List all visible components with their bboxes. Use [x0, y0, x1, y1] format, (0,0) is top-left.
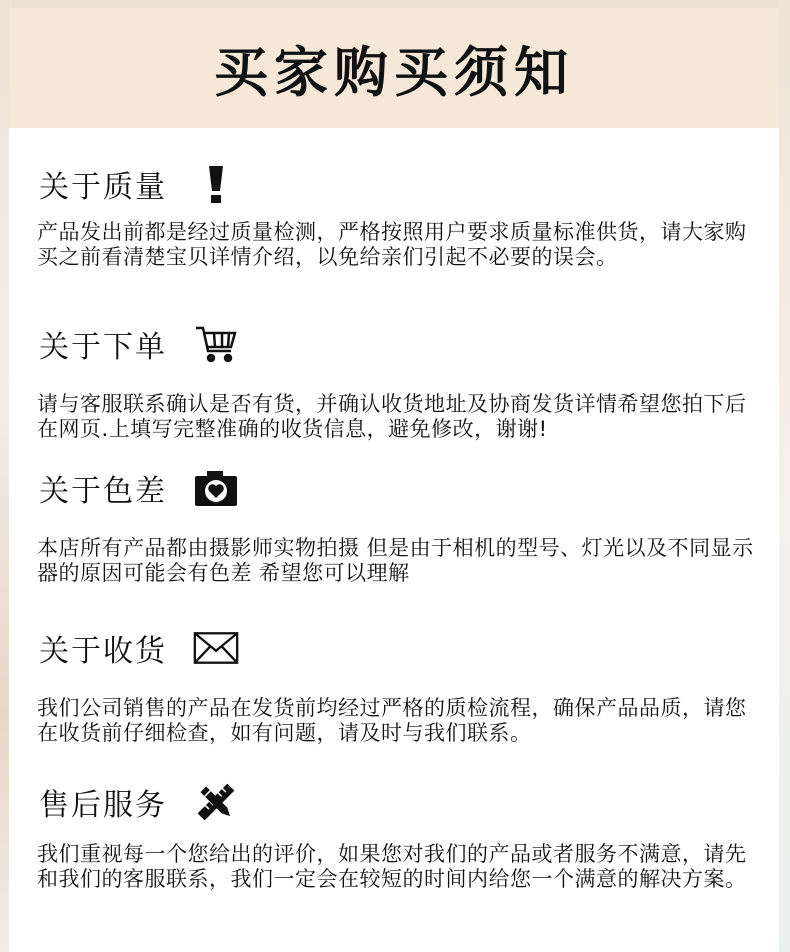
section-title: 关于收货 — [39, 634, 167, 669]
shopping-cart-icon — [193, 322, 239, 366]
page-title: 买家购买须知 — [214, 40, 574, 104]
background-top — [0, 0, 790, 8]
section-title: 关于质量 — [39, 170, 167, 205]
section-heading — [39, 162, 239, 206]
section-body: 请与客服联系确认是否有货，并确认收货地址及协商发货详情希望您拍下后在网页.上填写完整准确的收货信息，避免修改，谢谢! — [37, 392, 747, 441]
header-banner — [9, 8, 779, 128]
pencil-ruler-icon — [193, 780, 239, 824]
envelope-icon — [193, 626, 239, 670]
background-right-strip — [778, 0, 790, 952]
section-heading — [39, 322, 239, 366]
section-body: 我们重视每一个您给出的评价，如果您对我们的产品或者服务不满意，请先和我们的客服联系，我们一定会在较短的时间内给您一个满意的解决方案。 — [37, 842, 747, 891]
section-title: 关于下单 — [39, 330, 167, 365]
section-heading — [39, 626, 239, 670]
section-heading — [39, 780, 239, 824]
section-body: 本店所有产品都由摄影师实物拍摄 但是由于相机的型号、灯光以及不同显示器的原因可能会有色差 希望您可以理解 — [37, 536, 754, 585]
section-title: 关于色差 — [39, 474, 167, 509]
camera-heart-icon — [193, 466, 239, 510]
section-body: 产品发出前都是经过质量检测，严格按照用户要求质量标准供货，请大家购买之前看清楚宝贝详情介绍，以免给亲们引起不必要的误会。 — [37, 220, 747, 269]
notice-card — [9, 8, 779, 952]
section-heading — [39, 466, 239, 510]
section-body: 我们公司销售的产品在发货前均经过严格的质检流程，确保产品品质，请您在收货前仔细检查，如有问题，请及时与我们联系。 — [37, 696, 747, 745]
section-title: 售后服务 — [39, 788, 167, 823]
exclamation-icon — [193, 162, 239, 206]
